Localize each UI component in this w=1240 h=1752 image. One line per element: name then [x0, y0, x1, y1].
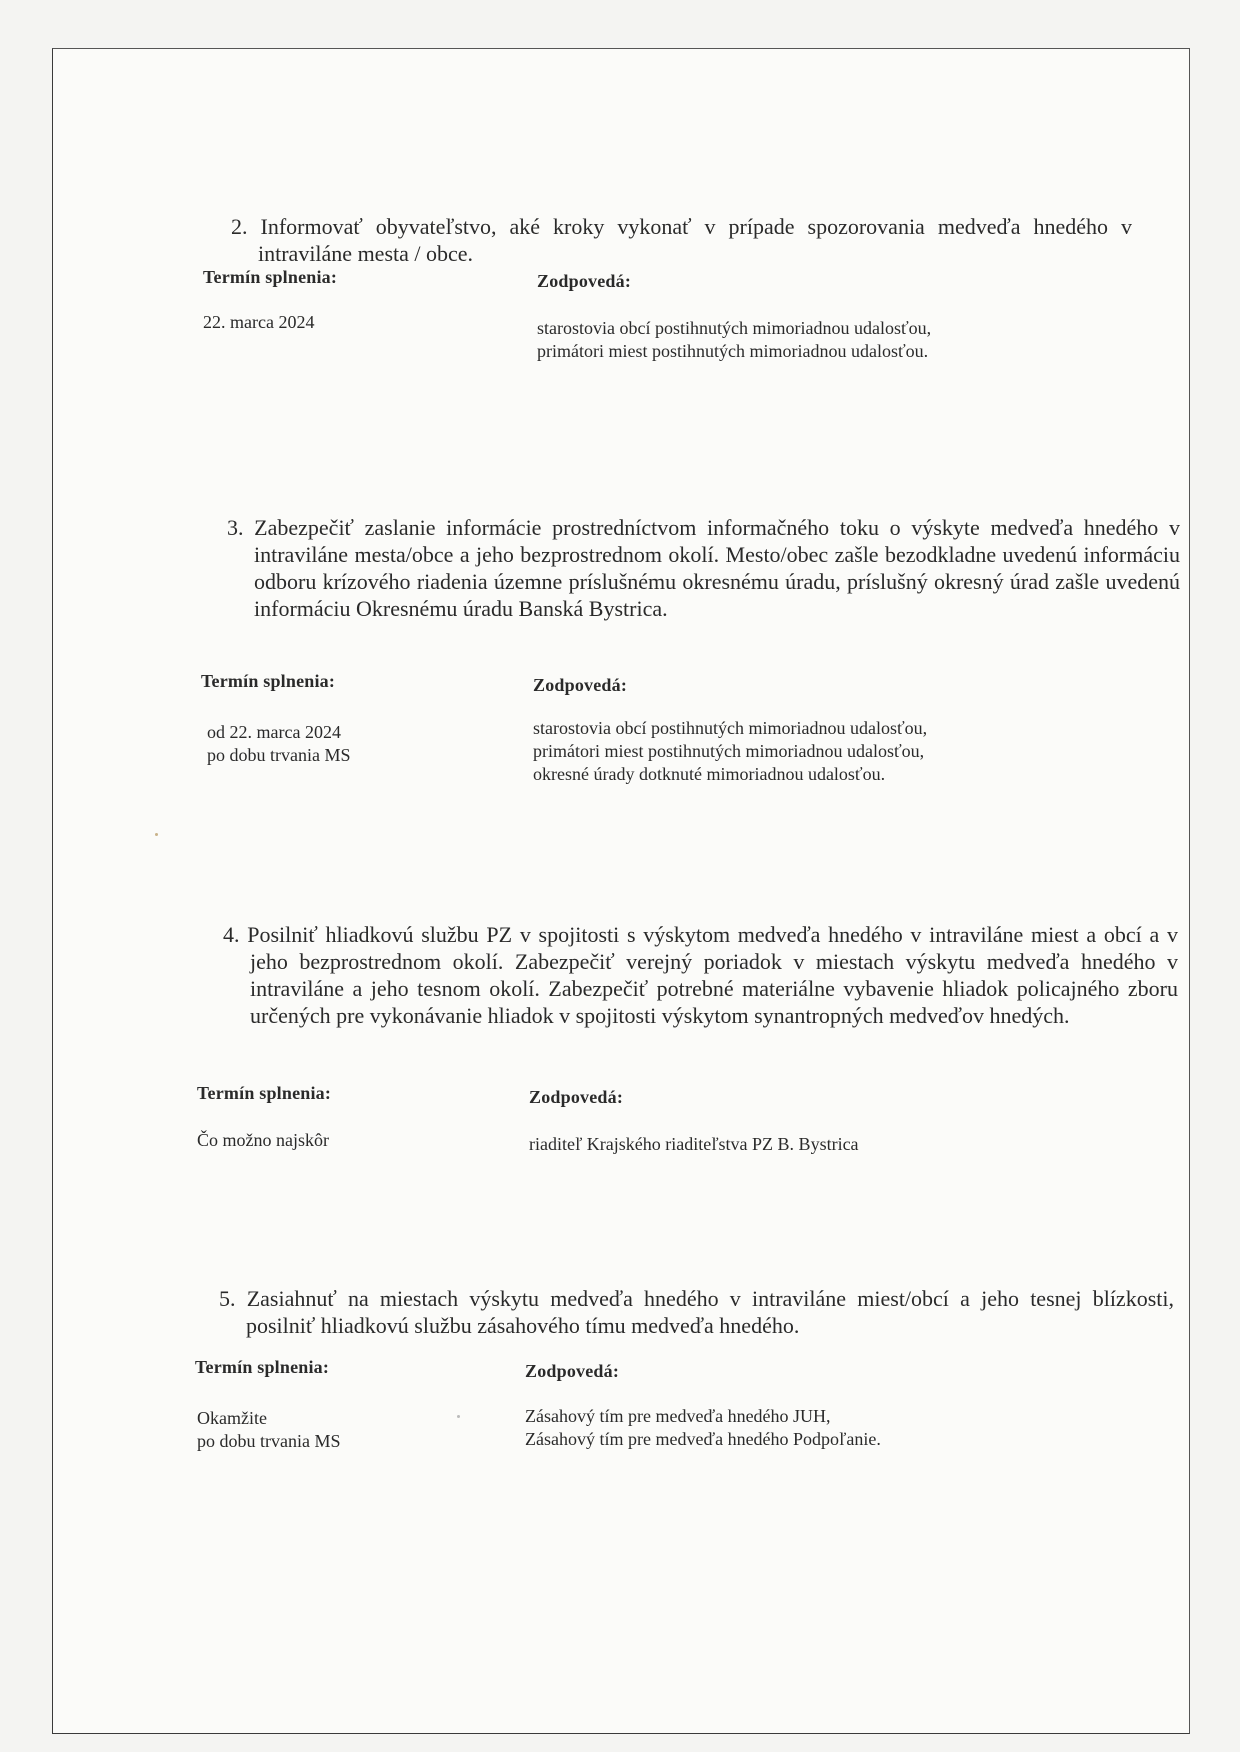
- task-5-resp-line: Zásahový tím pre medveďa hnedého Podpoľanie.: [525, 1429, 881, 1449]
- task-5-term-line: Okamžite: [197, 1408, 267, 1428]
- task-2-responsible: [537, 317, 931, 363]
- task-5-term-value: [197, 1407, 341, 1453]
- task-4-resp-line: riaditeľ Krajského riaditeľstva PZ B. Bystrica: [529, 1134, 859, 1154]
- task-3-term-line: po dobu trvania MS: [207, 745, 351, 765]
- task-4-resp-label: Zodpovedá:: [529, 1087, 624, 1107]
- task-2-text: 2. Informovať obyvateľstvo, aké kroky vykonať v prípade spozorovania medveďa hnedého v intraviláne mesta / obce.: [231, 214, 1132, 266]
- task-4-text: 4. Posilniť hliadkovú službu PZ v spojitosti s výskytom medveďa hnedého v intraviláne miest a obcí a v jeho bezprostrednom okolí. Zabezpečiť verejný poriadok v miestach výskytu medveďa hnedého v intraviláne a jeho tesnom okolí. Zabezpečiť potrebné materiálne vybavenie hliadok policajného zboru určených pre vykonávanie hliadok v spojitosti výskytom synantropných medveďov hnedých.: [223, 922, 1178, 1028]
- task-3-term-value: [207, 721, 351, 767]
- task-3-resp-line: primátori miest postihnutých mimoriadnou udalosťou,: [533, 741, 925, 761]
- task-5-text: 5. Zasiahnuť na miestach výskytu medveďa hnedého v intraviláne miest/obcí a jeho tesnej blízkosti, posilniť hliadkovú službu zásahového tímu medveďa hnedého.: [219, 1286, 1174, 1338]
- task-2-resp-line: primátori miest postihnutých mimoriadnou udalosťou.: [537, 341, 929, 361]
- task-3-term-label: Termín splnenia:: [201, 671, 336, 691]
- task-4-term-label: Termín splnenia:: [197, 1083, 332, 1103]
- task-4-responsible: [529, 1133, 859, 1156]
- task-5-responsible: [525, 1405, 881, 1451]
- task-2-resp-line: starostovia obcí postihnutých mimoriadnou udalosťou,: [537, 318, 932, 338]
- task-5-resp-line: Zásahový tím pre medveďa hnedého JUH,: [525, 1406, 831, 1426]
- task-3-text: 3. Zabezpečiť zaslanie informácie prostredníctvom informačného toku o výskyte medveďa hnedého v intraviláne mesta/obce a jeho bezprostrednom okolí. Mesto/obec zašle bezodkladne uvedenú informáciu odboru krízového riadenia územne príslušnému okresnému úradu, príslušný okresný úrad zašle uvedenú informáciu Okresnému úradu Banská Bystrica.: [227, 515, 1180, 621]
- document-page: [52, 48, 1190, 1734]
- task-2-term-value: [203, 311, 314, 334]
- scan-speck: [155, 833, 158, 836]
- task-2-term-label: Termín splnenia:: [203, 267, 338, 287]
- task-3-resp-line: starostovia obcí postihnutých mimoriadnou udalosťou,: [533, 718, 928, 738]
- task-5-term-line: po dobu trvania MS: [197, 1431, 341, 1451]
- task-2-term-line: 22. marca 2024: [203, 312, 315, 332]
- task-5-resp-label: Zodpovedá:: [525, 1361, 620, 1381]
- task-3-term-line: od 22. marca 2024: [207, 722, 341, 742]
- task-3-responsible: [533, 717, 927, 786]
- task-4-term-line: Čo možno najskôr: [197, 1130, 329, 1150]
- task-3-resp-label: Zodpovedá:: [533, 675, 628, 695]
- scan-speck: [457, 1415, 460, 1418]
- task-3-resp-line: okresné úrady dotknuté mimoriadnou udalosťou.: [533, 764, 886, 784]
- task-2-resp-label: Zodpovedá:: [537, 271, 632, 291]
- task-4-term-value: [197, 1129, 329, 1152]
- task-5-term-label: Termín splnenia:: [195, 1357, 330, 1377]
